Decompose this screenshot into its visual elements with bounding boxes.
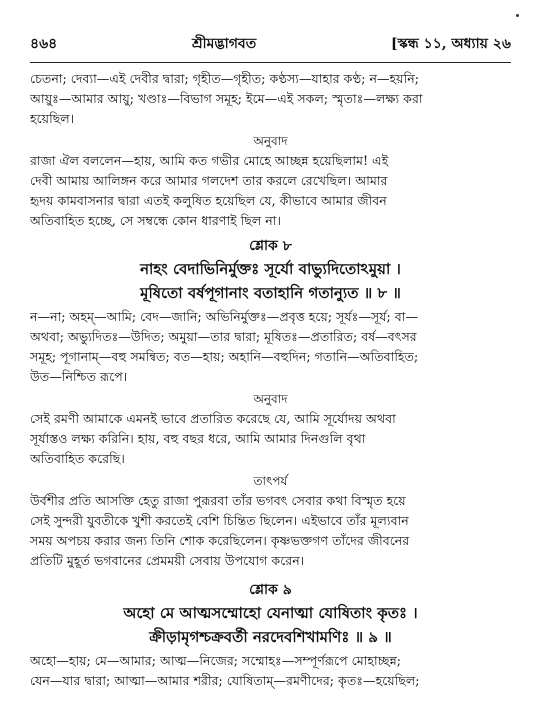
translation-line: অতিবাহিত হচ্ছে, সে সম্বন্ধে কোন ধারণাই ছিল না। [30,213,281,228]
purport-line: প্রতিটি মুহূর্ত ভগবানের প্রেমময়ী সেবায় উপযোগ করেন। [30,553,305,568]
purport-line: সেই সুন্দরী যুবতীকে খুশী করতেই বেশি চিন্তিত ছিলেন। এইভাবে তাঁর মূল্যবান [30,513,409,528]
synonym-line: হয়েছিল। [30,111,75,126]
speck-mark [516,14,519,17]
sloka-9-synonyms [30,651,511,691]
synonym-line: যেন—যার দ্বারা; আত্মা—আমার শরীর; যোষিতাম্—রমণীদের; কৃতঃ—হয়েছিল; [30,673,420,688]
synonyms-top [30,69,511,129]
sloka-8-verse-line: মূষিতো বর্ষপূগানাং বতাহানি গতান্যুত ॥ ৮ ॥ [140,284,401,302]
sloka-9-verse-line: ক্রীড়ামৃগশ্চক্রবর্তী নরদেবশিখামণিঃ ॥ ৯ ॥ [149,628,392,646]
translation-line: দেবী আমায় আলিঙ্গন করে আমার গলদেশ তার করলে রেখেছিল। আমার [30,173,388,188]
translation-line: হৃদয় কামবাসনার দ্বারা এতই কলুষিত হয়েছিল যে, কীভাবে আমার জীবন [30,193,387,208]
translation-heading: অনুবাদ [253,392,288,406]
chapter-reference: [স্কন্ধ ১১, অধ্যায় ২৬ [390,36,511,52]
sloka-8-verse-line: নাহং বেদাভিনির্মুক্তঃ সূর্যো বাভ্যুদিতোঽমুয়া । [140,260,401,278]
page-number: ৪৬৪ [30,36,58,52]
translation-line: অতিবাহিত করেছি। [30,451,125,466]
sloka-8-purport [30,491,511,571]
translation-line: সূর্যাস্তও লক্ষ্য করিনি। হায়, বহু বছর ধরে, আমি আমার দিনগুলি বৃথা [30,431,366,446]
synonym-line: সমূহ; পূগানাম্—বহু সমন্বিত; বত—হায়; অহানি—বহুদিন; গতানি—অতিবাহিত; [30,349,419,364]
synonym-line: অহো—হায়; মে—আমার; আত্ম—নিজের; সম্মোহঃ—সম্পূর্ণরূপে মোহাচ্ছন্ন; [30,653,402,668]
translation-line: সেই রমণী আমাকে এমনই ভাবে প্রতারিত করেছে যে, আমি সূর্যোদয় অথবা [30,411,396,426]
sloka-8-title: শ্লোক ৮ [249,238,292,254]
synonym-line: চেতনা; দেব্যা—এই দেবীর দ্বারা; গৃহীত—গৃহীত; কণ্ঠস্য—যাহার কণ্ঠ; ন—হয়নি; [30,71,419,86]
purport-heading: তাৎপর্য [253,474,288,488]
sloka-9-title: শ্লোক ৯ [249,582,292,598]
purport-line: উর্বশীর প্রতি আসক্তি হেতু রাজা পুরূরবা তাঁর ভগবৎ সেবার কথা বিস্মৃত হয়ে [30,493,406,508]
synonym-line: অথবা; অভ্যুদিতঃ—উদিত; অমুয়া—তার দ্বারা; মূষিতঃ—প্রতারিত; বর্ষ—বৎসর [30,329,417,344]
translation-line: রাজা ঐল বললেন—হায়, আমি কত গভীর মোহে আচ্ছন্ন হয়েছিলাম! এই [30,153,389,168]
synonym-line: ন—না; অহম্—আমি; বেদ—জানি; অভিনির্মুক্তঃ—প্রবৃত্ত হয়ে; সূর্যঃ—সূর্য; বা— [30,309,419,324]
sloka-8-translation [30,409,511,469]
synonym-line: উত—নিশ্চিত রূপে। [30,369,128,384]
sloka-9-verse-line: অহো মে আত্মসম্মোহো যেনাত্মা যোষিতাং কৃতঃ । [123,604,418,622]
page-header [30,0,511,63]
translation-heading: অনুবাদ [253,134,288,148]
book-title: শ্রীমদ্ভাগবত [192,36,257,52]
translation-1 [30,151,511,231]
purport-line: সময় অপচয় করার জন্য তিনি শোক করেছিলেন। কৃষ্ণভক্তগণ তাঁদের জীবনের [30,533,410,548]
synonym-line: আয়ুঃ—আমার আয়ু; খণ্ডাঃ—বিভাগ সমূহ; ইমে—এই সকল; স্মৃতাঃ—লক্ষ্য করা [30,91,423,106]
sloka-8-synonyms [30,307,511,387]
